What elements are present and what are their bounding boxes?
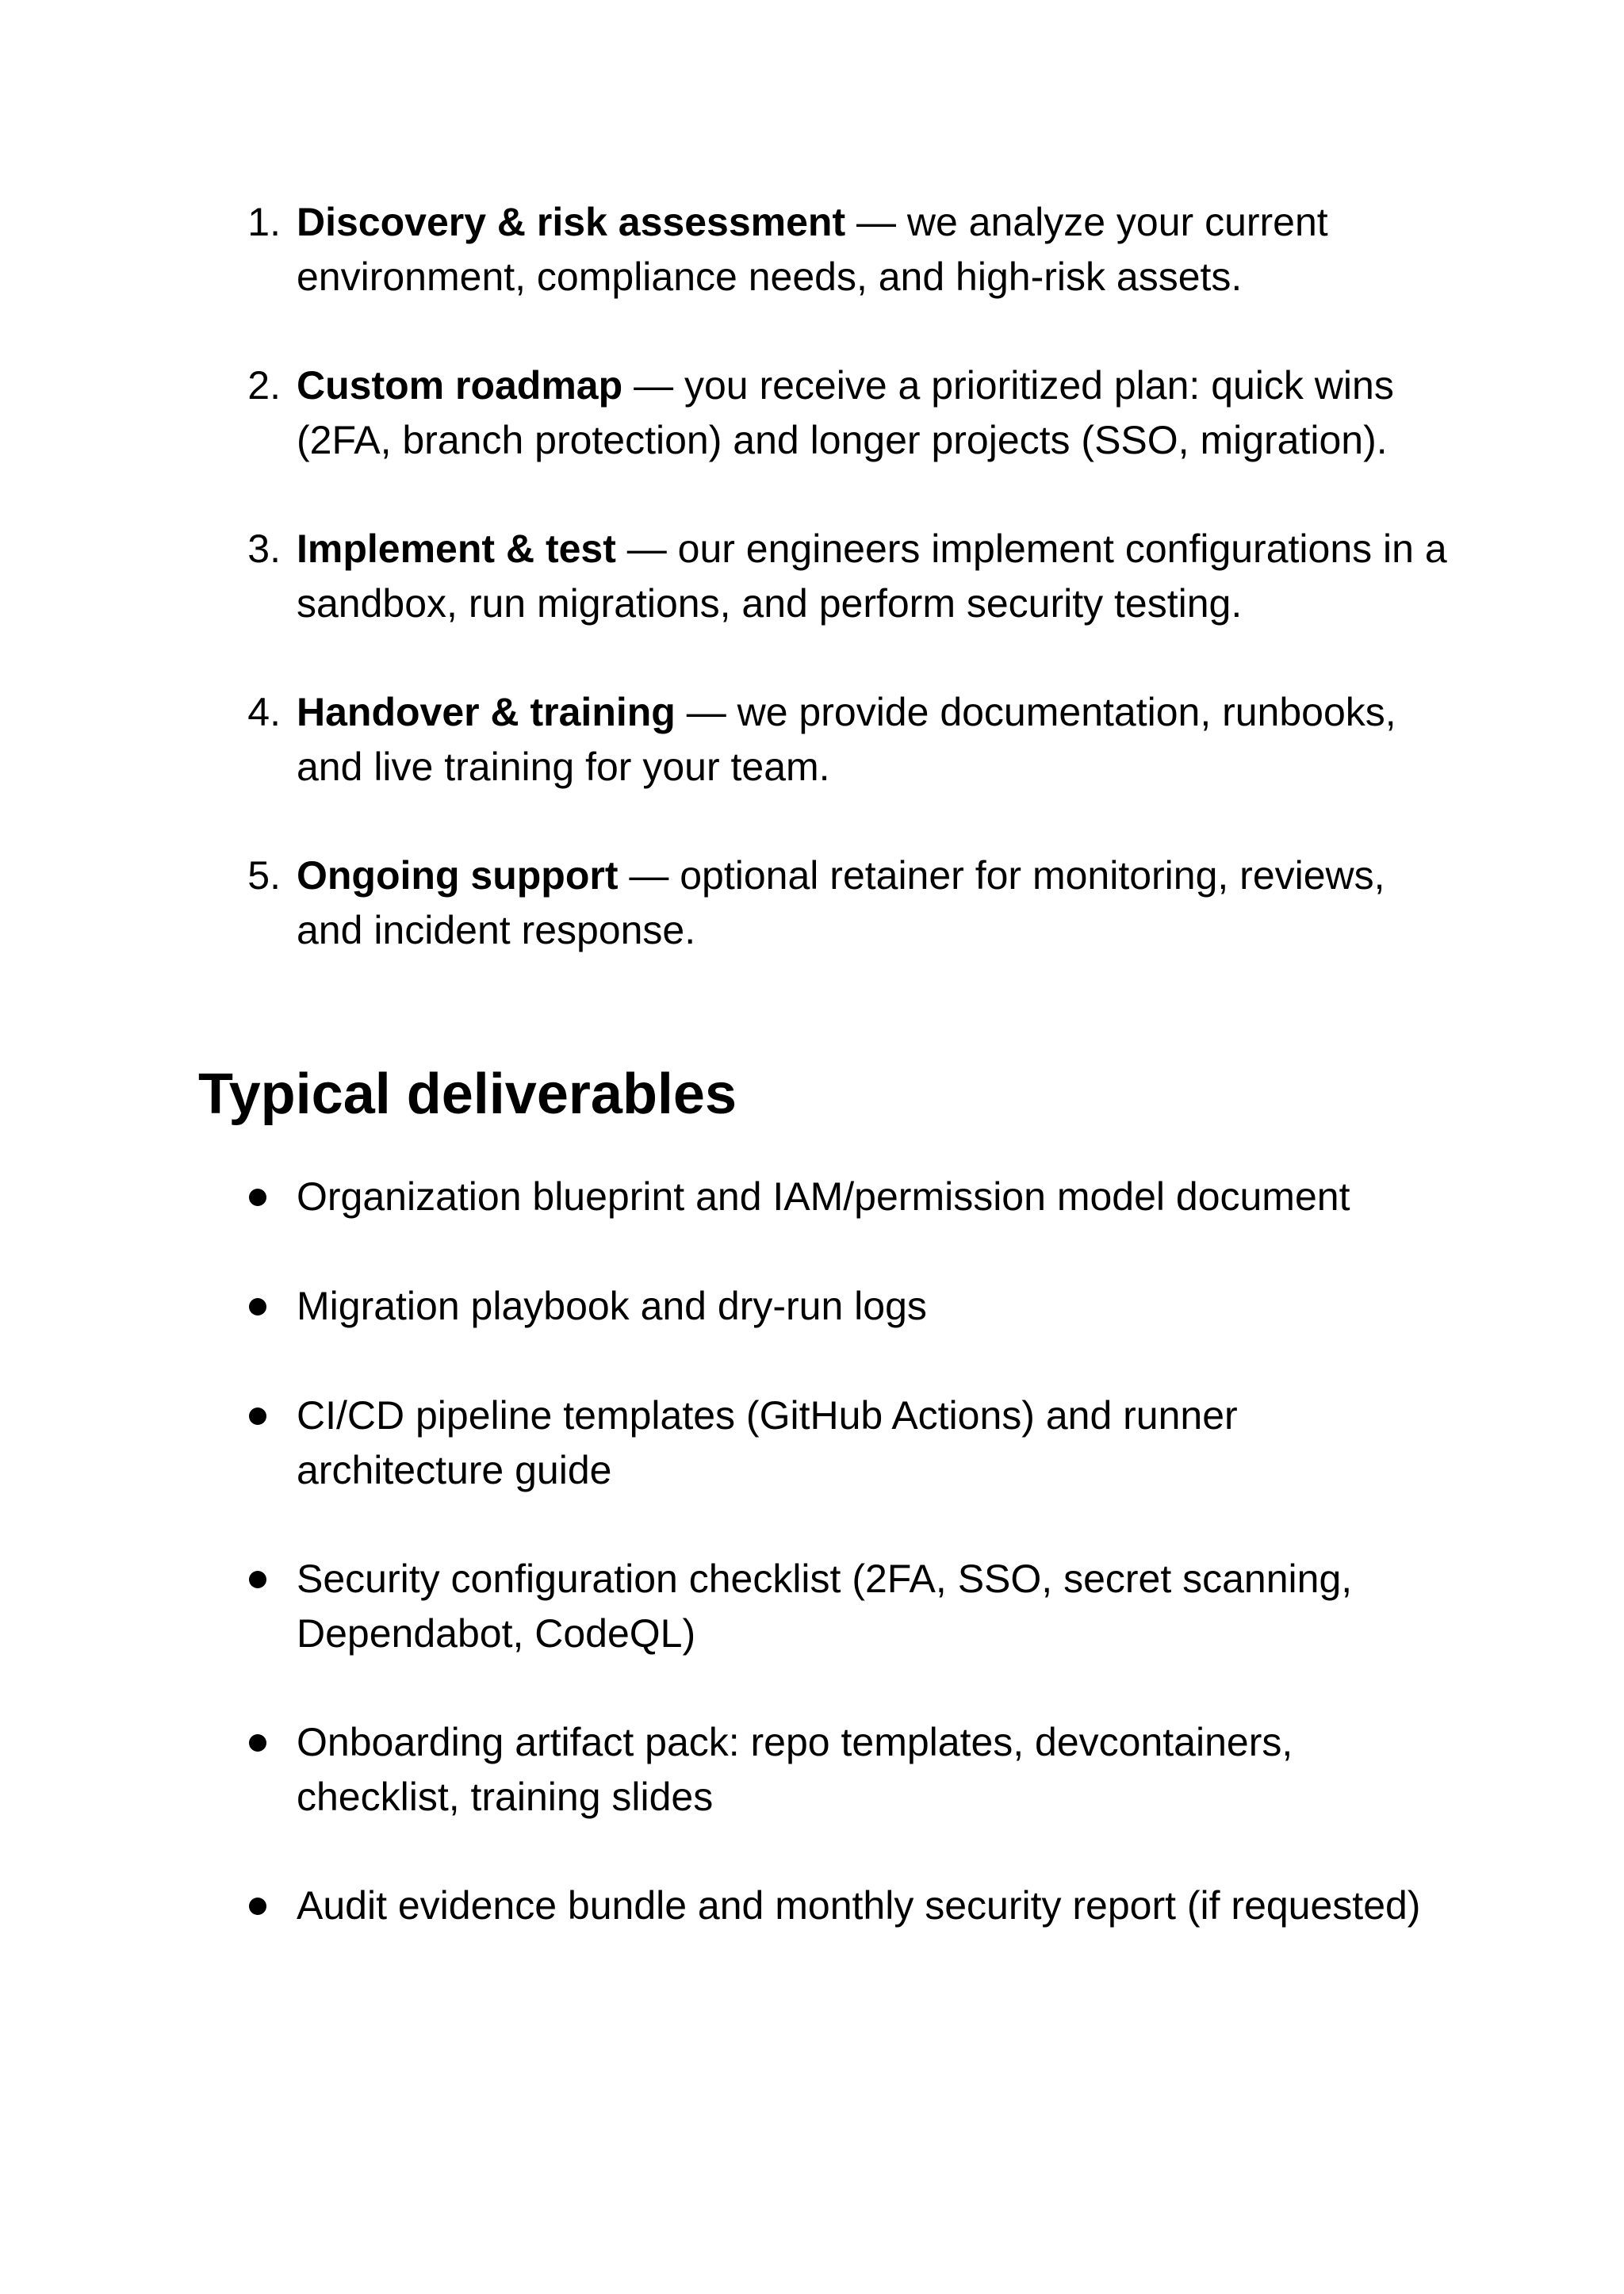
deliverable-text: Organization blueprint and IAM/permission model document — [297, 1174, 1350, 1219]
deliverable-text: Security configuration checklist (2FA, SSO, secret scanning, Dependabot, CodeQL) — [297, 1557, 1353, 1656]
step-description: — you receive a prioritized plan: quick wins (2FA, branch protection) and longer projects (SSO, migration). — [297, 363, 1394, 462]
step-number: 5. — [247, 853, 281, 898]
step-text — [297, 848, 1454, 958]
step-text — [297, 358, 1454, 468]
step-title: Handover & training — [297, 690, 676, 734]
step-number: 2. — [247, 363, 281, 408]
step-title: Implement & test — [297, 527, 616, 571]
bullet-icon — [249, 1898, 266, 1915]
bullet-icon — [249, 1407, 266, 1425]
step-text — [297, 522, 1454, 631]
step-description: — optional retainer for monitoring, reviews, and incident response. — [297, 853, 1385, 952]
step-number: 3. — [247, 527, 281, 571]
deliverable-text: Onboarding artifact pack: repo templates, devcontainers, checklist, training slides — [297, 1720, 1293, 1819]
deliverable-text: Audit evidence bundle and monthly security report (if requested) — [297, 1883, 1421, 1928]
step-text — [297, 195, 1454, 304]
step-description: — we provide documentation, runbooks, and live training for your team. — [297, 690, 1396, 789]
bullet-icon — [249, 1734, 266, 1752]
step-number: 4. — [247, 690, 281, 734]
bullet-icon — [249, 1571, 266, 1588]
step-title: Discovery & risk assessment — [297, 200, 846, 244]
section-heading: Typical deliverables — [198, 1063, 737, 1126]
deliverable-text: CI/CD pipeline templates (GitHub Actions) and runner architecture guide — [297, 1393, 1238, 1492]
bullet-icon — [249, 1298, 266, 1316]
step-description: — we analyze your current environment, compliance needs, and high‑risk assets. — [297, 200, 1328, 299]
bullet-icon — [249, 1189, 266, 1206]
step-title: Custom roadmap — [297, 363, 623, 408]
step-number: 1. — [247, 200, 281, 244]
step-description: — our engineers implement configurations in a sandbox, run migrations, and perform security testing. — [297, 527, 1447, 626]
step-title: Ongoing support — [297, 853, 619, 898]
step-text — [297, 685, 1454, 795]
deliverable-text: Migration playbook and dry‑run logs — [297, 1284, 927, 1328]
